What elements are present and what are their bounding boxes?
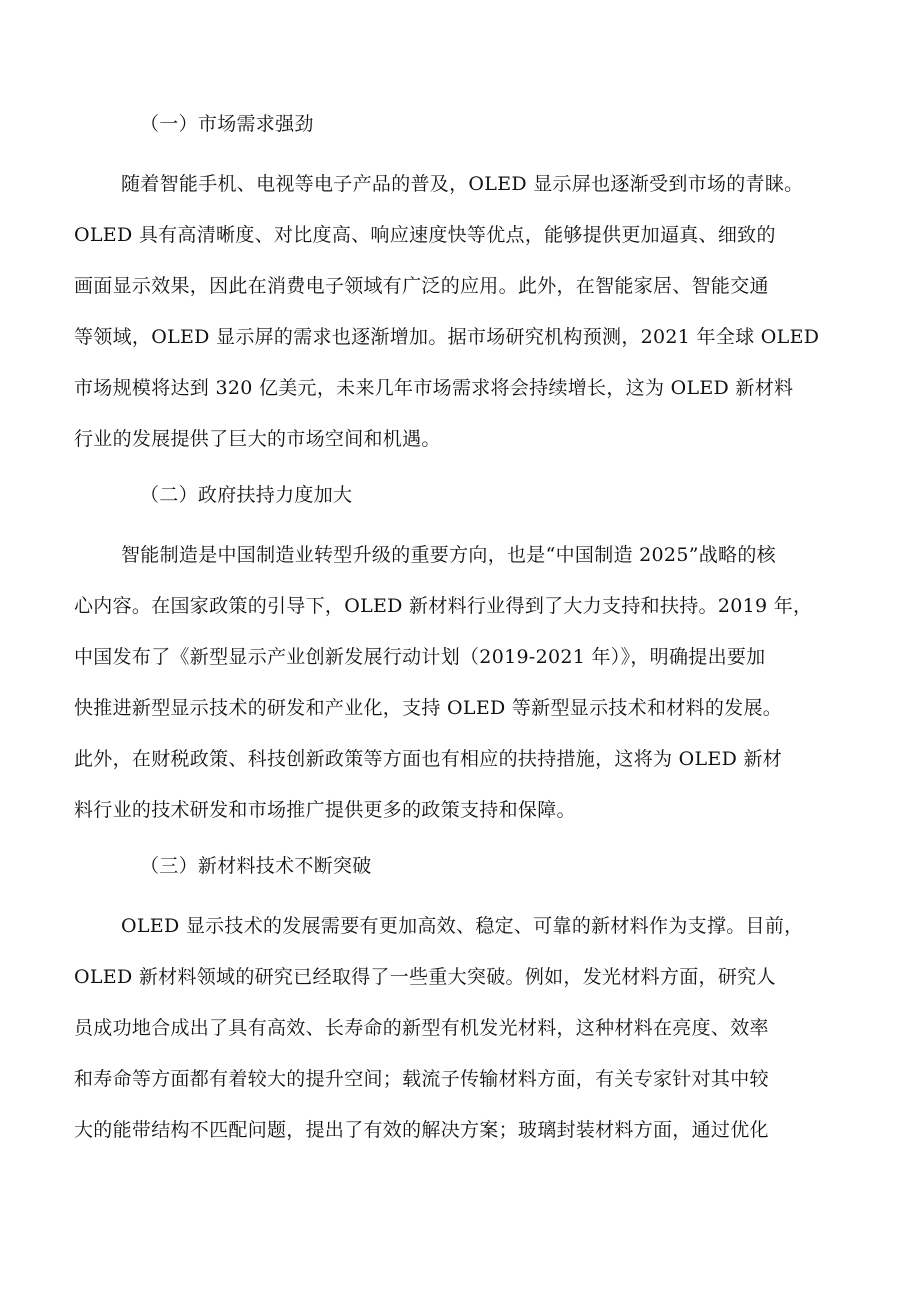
paragraph-line: 此外，在财税政策、科技创新政策等方面也有相应的扶持措施，这将为 OLED 新材 — [74, 748, 783, 770]
paragraph-line: 中国发布了《新型显示产业创新发展行动计划（2019-2021 年）》，明确提出要加 — [74, 646, 766, 668]
paragraph-line: 等领域，OLED 显示屏的需求也逐渐增加。据市场研究机构预测，2021 年全球 OLED — [74, 326, 820, 348]
paragraph-line: 智能制造是中国制造业转型升级的重要方向，也是“中国制造 2025”战略的核 — [121, 544, 776, 566]
paragraph-line: OLED 新材料领域的研究已经取得了一些重大突破。例如，发光材料方面，研究人 — [74, 966, 776, 988]
paragraph-line: 料行业的技术研发和市场推广提供更多的政策支持和保障。 — [74, 799, 576, 821]
section-government-support — [74, 470, 850, 521]
paragraph-line: 快推进新型显示技术的研发和产业化，支持 OLED 等新型显示技术和材料的发展。 — [74, 697, 783, 719]
paragraph-line: 员成功地合成出了具有高效、长寿命的新型有机发光材料，这种材料在亮度、效率 — [74, 1017, 769, 1039]
paragraph-line: 画面显示效果，因此在消费电子领域有广泛的应用。此外，在智能家居、智能交通 — [74, 275, 769, 297]
paragraph-line: 心内容。在国家政策的引导下，OLED 新材料行业得到了大力支持和扶持。2019 年， — [74, 595, 813, 617]
paragraph-line: 行业的发展提供了巨大的市场空间和机遇。 — [74, 428, 441, 450]
paragraph-line: 随着智能手机、电视等电子产品的普及，OLED 显示屏也逐渐受到市场的青睐。 — [121, 173, 804, 195]
paragraph-new-material-tech — [74, 901, 850, 1156]
paragraph-line: 大的能带结构不匹配问题，提出了有效的解决方案；玻璃封装材料方面，通过优化 — [74, 1119, 769, 1141]
section-heading: （二）政府扶持力度加大 — [140, 484, 353, 506]
section-new-material-tech — [74, 841, 850, 892]
section-market-demand — [74, 99, 850, 150]
paragraph-market-demand — [74, 159, 850, 465]
paragraph-line: OLED 显示技术的发展需要有更加高效、稳定、可靠的新材料作为支撑。目前， — [121, 915, 804, 937]
paragraph-line: 市场规模将达到 320 亿美元，未来几年市场需求将会持续增长，这为 OLED 新材料 — [74, 377, 794, 399]
paragraph-line: OLED 具有高清晰度、对比度高、响应速度快等优点，能够提供更加逼真、细致的 — [74, 224, 776, 246]
section-heading: （三）新材料技术不断突破 — [140, 855, 372, 877]
paragraph-government-support — [74, 530, 850, 836]
paragraph-line: 和寿命等方面都有着较大的提升空间；载流子传输材料方面，有关专家针对其中较 — [74, 1068, 769, 1090]
section-heading: （一）市场需求强劲 — [140, 113, 314, 135]
